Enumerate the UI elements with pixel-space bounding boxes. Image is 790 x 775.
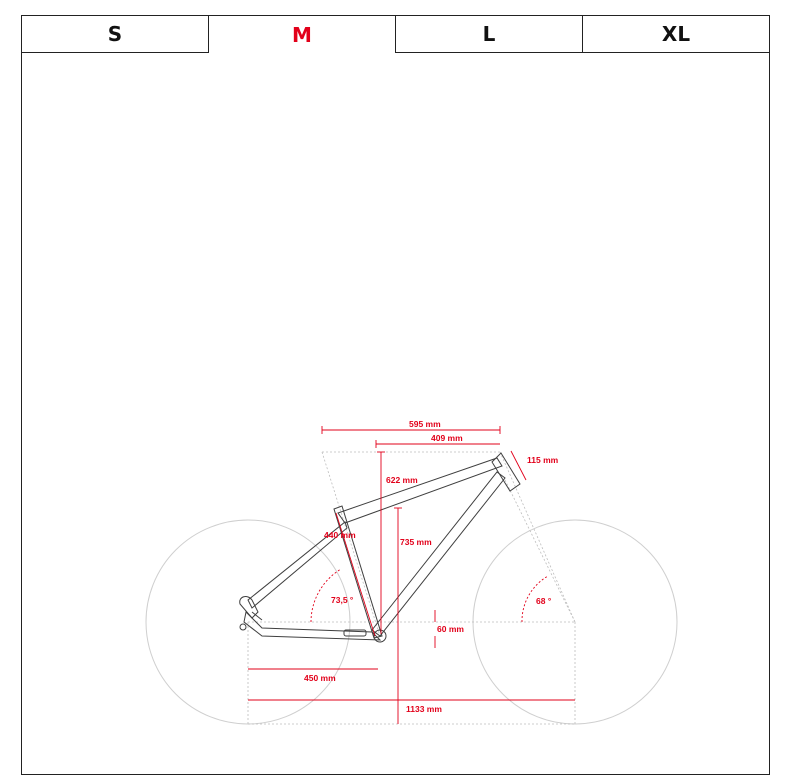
tab-size-l[interactable]: L [396, 15, 583, 53]
dim-head-angle-label: 68 ° [536, 596, 552, 606]
dim-stack-label: 622 mm [386, 475, 418, 485]
dim-reach-label: 409 mm [431, 433, 463, 443]
dim-head-tube-label: 115 mm [527, 455, 559, 465]
dim-standover-label: 735 mm [400, 537, 432, 547]
tab-size-s[interactable]: S [21, 15, 209, 53]
dim-bb-drop-label: 60 mm [437, 624, 464, 634]
bike-frame [240, 453, 520, 642]
dim-wheelbase-label: 1133 mm [406, 704, 442, 714]
dim-reach-total-label: 595 mm [409, 419, 441, 429]
dim-chainstay-label: 450 mm [304, 673, 336, 683]
dim-seat-tube-label: 440 mm [324, 530, 356, 540]
guide-lines [248, 452, 575, 724]
dimension-lines [248, 426, 575, 724]
dim-seat-angle-label: 73,5 ° [331, 595, 354, 605]
tab-size-xl[interactable]: XL [583, 15, 770, 53]
tab-size-m[interactable]: M [209, 15, 396, 53]
